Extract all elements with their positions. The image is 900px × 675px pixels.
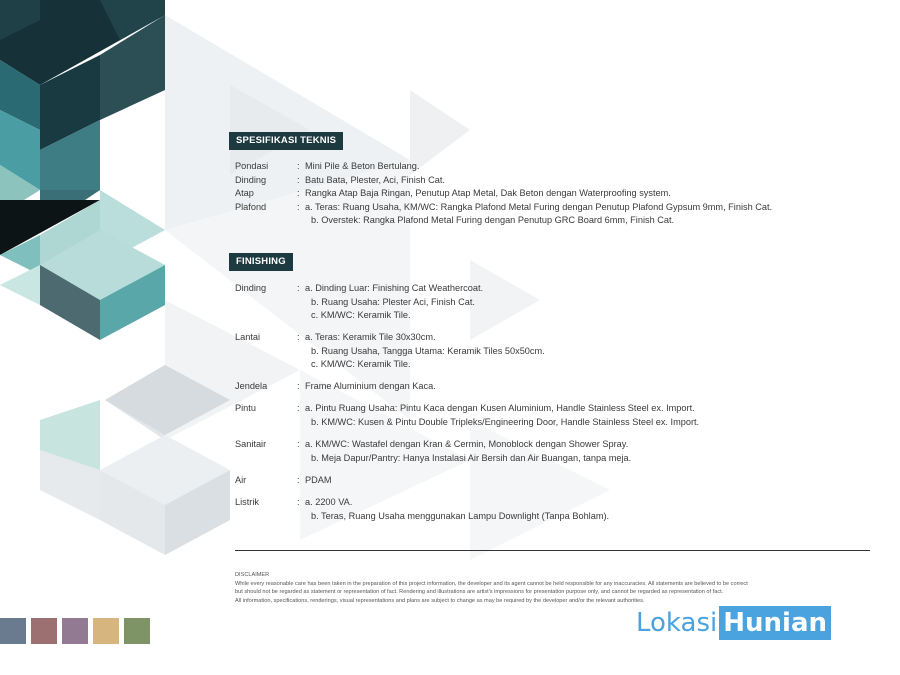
spec-label: Plafond [235, 201, 267, 212]
disclaimer-line: While every reasonable care has been taken in the preparation of this project information, the developer and its agent cannot be held responsible for any inaccuracies. All statements are believed to be correct [235, 580, 748, 587]
spec-row-plafond [235, 201, 772, 228]
watermark-hunian: Hunian [719, 606, 831, 640]
finishing-row-dinding [235, 282, 483, 323]
spec-row-pondasi [235, 160, 772, 174]
finishing-label: Pintu [235, 403, 256, 413]
finishing-label: Air [235, 475, 247, 485]
finishing-value: a. KM/WC: Wastafel dengan Kran & Cermin, Monoblock dengan Shower Spray. [305, 439, 629, 449]
disclaimer [235, 571, 875, 605]
finishing-value: a. Teras: Keramik Tile 30x30cm. [305, 332, 436, 342]
finishing-value: b. Teras, Ruang Usaha menggunakan Lampu Downlight (Tanpa Bohlam). [311, 510, 610, 521]
color-swatch [93, 618, 119, 644]
finishing-colon: : [297, 283, 300, 293]
spec-value: a. Teras: Ruang Usaha, KM/WC: Rangka Plafond Metal Furing dengan Penutup Plafond Gypsum 9mm, Finish Cat. [305, 201, 773, 212]
spec-value: Batu Bata, Plester, Aci, Finish Cat. [305, 174, 445, 185]
spec-value: Mini Pile & Beton Bertulang. [305, 161, 420, 171]
disclaimer-line: All information, specifications, renderings, visual representations and plans are subject to change as may be required by the developer and/or the relevant authorities. [235, 597, 645, 604]
finishing-value: a. 2200 VA. [305, 497, 353, 507]
lokasihunian-watermark [636, 606, 831, 640]
finishing-label: Sanitair [235, 439, 267, 449]
finishing-row-jendela [235, 380, 436, 394]
disclaimer-line: but should not be regarded as statement or representation of fact. Rendering and illustrations are artist's impressions for presentation purpose only, and cannot be regarded as representation of fact. [235, 589, 724, 596]
color-swatches [0, 618, 150, 644]
watermark-lokasi: Lokasi [636, 608, 718, 638]
finishing-colon: : [297, 332, 300, 342]
finishing-value: a. Dinding Luar: Finishing Cat Weathercoat. [305, 283, 484, 293]
spec-row-atap [235, 187, 772, 201]
disclaimer-title: DISCLAIMER [235, 572, 270, 578]
finishing-value: b. KM/WC: Kusen & Pintu Double Tripleks/Engineering Door, Handle Stainless Steel ex. Import. [311, 416, 700, 427]
spec-value: b. Overstek: Rangka Plafond Metal Furing dengan Penutup GRC Board 6mm, Finish Cat. [311, 215, 675, 225]
finishing-row-pintu [235, 402, 699, 429]
spec-colon: : [297, 174, 300, 185]
spesifikasi-teknis-header: SPESIFIKASI TEKNIS [229, 132, 343, 150]
finishing-row-sanitair [235, 438, 631, 465]
finishing-row-air [235, 474, 332, 488]
color-swatch [124, 618, 150, 644]
spec-colon: : [297, 188, 300, 198]
finishing-header: FINISHING [229, 253, 293, 271]
color-swatch [31, 618, 57, 644]
spec-colon: : [297, 201, 300, 212]
finishing-label: Lantai [235, 332, 261, 342]
spesifikasi-list [235, 160, 772, 228]
finishing-colon: : [297, 403, 300, 413]
spec-label: Pondasi [235, 161, 269, 171]
finishing-row-listrik [235, 496, 609, 523]
finishing-value: b. Ruang Usaha: Plester Aci, Finish Cat. [311, 296, 475, 307]
finishing-value: Frame Aluminium dengan Kaca. [305, 381, 436, 391]
spec-label: Atap [235, 188, 254, 198]
finishing-label: Jendela [235, 381, 268, 391]
finishing-label: Listrik [235, 497, 259, 507]
color-swatch [0, 618, 26, 644]
finishing-value: b. Meja Dapur/Pantry: Hanya Instalasi Air Bersih dan Air Buangan, tanpa meja. [311, 452, 632, 463]
finishing-value: PDAM [305, 475, 332, 485]
finishing-row-lantai [235, 331, 545, 372]
finishing-colon: : [297, 475, 300, 485]
spec-value: Rangka Atap Baja Ringan, Penutup Atap Metal, Dak Beton dengan Waterproofing system. [305, 188, 671, 198]
finishing-value: b. Ruang Usaha, Tangga Utama: Keramik Tiles 50x50cm. [311, 345, 545, 356]
finishing-value: c. KM/WC: Keramik Tile. [311, 359, 411, 369]
finishing-value: c. KM/WC: Keramik Tile. [311, 310, 411, 320]
finishing-value: a. Pintu Ruang Usaha: Pintu Kaca dengan Kusen Aluminium, Handle Stainless Steel ex. Import. [305, 403, 695, 413]
finishing-colon: : [297, 381, 300, 391]
finishing-label: Dinding [235, 283, 267, 293]
finishing-colon: : [297, 497, 300, 507]
spec-label: Dinding [235, 174, 267, 185]
spec-row-dinding [235, 174, 772, 188]
divider [235, 550, 870, 551]
color-swatch [62, 618, 88, 644]
spec-colon: : [297, 161, 300, 171]
finishing-colon: : [297, 439, 300, 449]
